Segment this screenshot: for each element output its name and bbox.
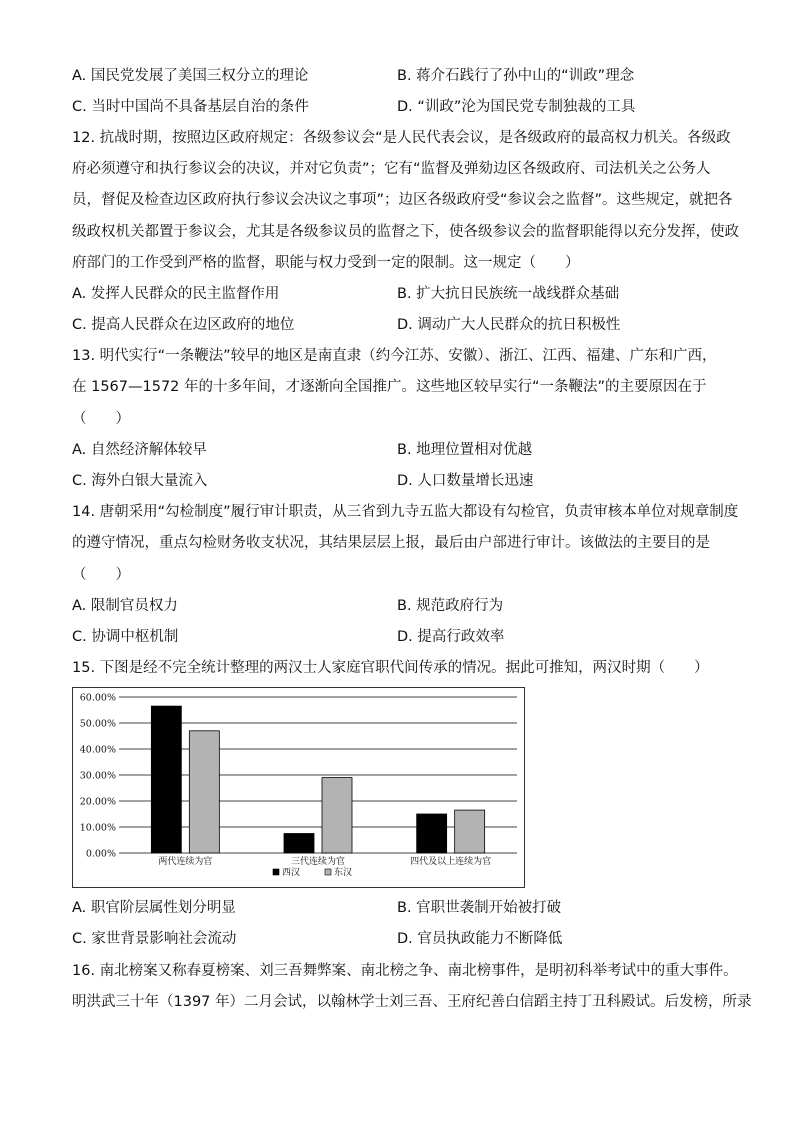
q15-option-c: C. 家世背景影响社会流动 <box>72 931 237 947</box>
q11-option-a: A. 国民党发展了美国三权分立的理论 <box>72 68 309 84</box>
q13-text-line: 在 1567—1572 年的十多年间，才逐渐向全国推广。这些地区较早实行“一条鞭法”的主要原因在于 <box>72 379 707 395</box>
q16-text-line: 明洪武三十年（1397 年）二月会试，以翰林学士刘三吾、王府纪善白信蹈主持丁丑科殿试。后发榜，所录 <box>72 994 752 1010</box>
bar <box>455 810 485 853</box>
legend-label: 东汉 <box>334 868 353 878</box>
q12-text-line: 员，督促及检查边区政府执行参议会决议之事项”；边区各级政府受“参议会之监督”。这些规定，就把各 <box>72 192 733 208</box>
q14-option-a: A. 限制官员权力 <box>72 598 178 614</box>
q13-option-c: C. 海外白银大量流入 <box>72 473 208 489</box>
q12-text-line: 级政权机关都置于参议会，尤其是各级参议员的监督之下，使各级参议会的监督职能得以充分发挥，使政 <box>72 224 739 240</box>
q14-option-c: C. 协调中枢机制 <box>72 629 179 645</box>
q12-option-a: A. 发挥人民群众的民主监督作用 <box>72 286 280 302</box>
q12-text-line: 12. 抗战时期，按照边区政府规定：各级参议会“是人民代表会议，是各级政府的最高权力机关。各级政 <box>72 130 731 146</box>
q14-text-line: （ ） <box>72 567 130 583</box>
q12-option-d: D. 调动广大人民群众的抗日积极性 <box>397 317 621 333</box>
q13-text-line: 13. 明代实行“一条鞭法”较早的地区是南直隶（约今江苏、安徽）、浙江、江西、福建、广东和广西， <box>72 348 717 364</box>
y-tick-label: 50.00% <box>79 718 116 730</box>
q11-option-d: D. “训政”沦为国民党专制独裁的工具 <box>397 99 636 115</box>
q13-option-d: D. 人口数量增长迅速 <box>397 473 534 489</box>
y-tick-label: 10.00% <box>79 822 116 834</box>
q11-option-b: B. 蒋介石践行了孙中山的“训政”理念 <box>397 68 635 84</box>
bar <box>284 834 314 854</box>
x-tick-label: 四代及以上连续为官 <box>410 857 492 867</box>
bar <box>189 731 219 853</box>
legend-swatch <box>273 869 279 875</box>
x-tick-label: 两代连续为官 <box>158 857 213 867</box>
y-tick-label: 40.00% <box>79 744 116 756</box>
q13-option-b: B. 地理位置相对优越 <box>397 442 533 458</box>
q15-option-d: D. 官员执政能力不断降低 <box>397 931 563 947</box>
x-tick-label: 三代连续为官 <box>290 857 346 867</box>
q15-option-a: A. 职官阶层属性划分明显 <box>72 900 236 916</box>
q12-option-c: C. 提高人民群众在边区政府的地位 <box>72 317 295 333</box>
q14-option-b: B. 规范政府行为 <box>397 598 504 614</box>
legend-label: 西汉 <box>282 868 301 878</box>
bar-chart <box>72 687 525 888</box>
q12-text-line: 府必须遵守和执行参议会的决议，并对它负责”；它有“监督及弹劾边区各级政府、司法机关之公务人 <box>72 161 711 177</box>
y-tick-label: 60.00% <box>79 692 116 704</box>
bar <box>417 814 447 853</box>
q14-option-d: D. 提高行政效率 <box>397 629 505 645</box>
y-tick-label: 0.00% <box>85 848 116 860</box>
q16-text-line: 16. 南北榜案又称春夏榜案、刘三吾舞弊案、南北榜之争、南北榜事件，是明初科举考试中的重大事件。 <box>72 963 738 979</box>
y-tick-label: 20.00% <box>79 796 116 808</box>
bar <box>322 778 352 853</box>
q15-option-b: B. 官职世袭制开始被打破 <box>397 900 562 916</box>
y-tick-label: 30.00% <box>79 770 116 782</box>
q15-text-line: 15. 下图是经不完全统计整理的两汉士人家庭官职代间传承的情况。据此可推知，两汉时期（ ） <box>72 660 709 676</box>
bar <box>151 706 181 853</box>
q14-text-line: 的遵守情况，重点勾检财务收支状况，其结果层层上报，最后由户部进行审计。该做法的主要目的是 <box>72 535 710 551</box>
q13-text-line: （ ） <box>72 411 130 427</box>
legend-swatch <box>325 869 331 875</box>
q14-text-line: 14. 唐朝采用“勾检制度”履行审计职责，从三省到九寺五监大都设有勾检官，负责审核本单位对规章制度 <box>72 504 739 520</box>
q13-option-a: A. 自然经济解体较早 <box>72 442 207 458</box>
q12-text-line: 府部门的工作受到严格的监督，职能与权力受到一定的限制。这一规定（ ） <box>72 255 580 271</box>
q11-option-c: C. 当时中国尚不具备基层自治的条件 <box>72 99 309 115</box>
q12-option-b: B. 扩大抗日民族统一战线群众基础 <box>397 286 620 302</box>
